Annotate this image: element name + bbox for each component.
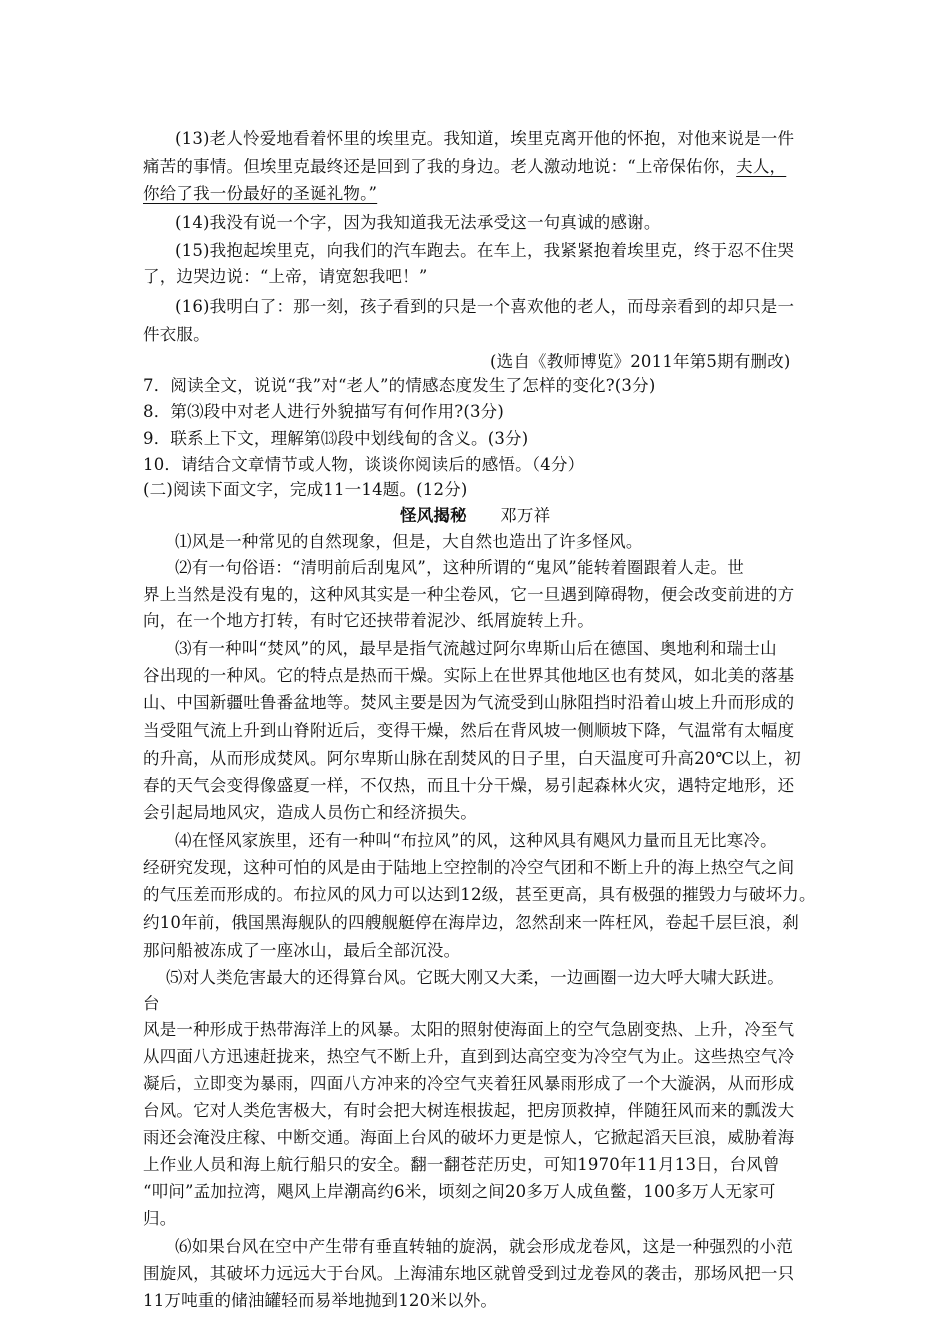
article-para-4-line-1: ⑷在怪风家族里，还有一种叫“布拉风”的风，这种风具有飓风力量而且无比寒冷。 xyxy=(175,831,777,850)
paragraph-13-line-2: 痛苦的事情。但埃里克最终还是回到了我的身边。老人激动地说：“上帝保佑你，夫人， xyxy=(143,157,787,176)
question-7: 7．阅读全文，说说“我”对“老人”的情感态度发生了怎样的变化?(3分) xyxy=(143,376,656,395)
article-para-6-line-2: 围旋风，其破坏力远远大于台风。上海浦东地区就曾受到过龙卷风的袭击，那场风把一只 xyxy=(143,1264,795,1283)
underlined-sentence-part-1: 夫人， xyxy=(736,157,787,176)
source-citation: (选自《教师博览》2011年第5期有删改) xyxy=(490,352,791,371)
article-para-4-line-2: 经研究发现，这种可怕的风是由于陆地上空控制的冷空气团和不断上升的海上热空气之间 xyxy=(143,858,795,877)
article-para-5-line-10: 归。 xyxy=(143,1209,177,1228)
article-para-5-line-3: 风是一种形成于热带海洋上的风暴。太阳的照射使海面上的空气急剧变热、上升，冷至气 xyxy=(143,1020,795,1039)
article-para-5-line-9: “叩问”孟加拉湾，飓风上岸潮高约6米，顷刻之间20多万人成鱼鳖，100多万人无家可 xyxy=(143,1182,776,1201)
article-title-line xyxy=(400,505,550,527)
paragraph-14: (14)我没有说一个字，因为我知道我无法承受这一句真诚的感谢。 xyxy=(175,213,661,232)
article-para-4-line-4: 约10年前，俄国黑海舰队的四艘舰艇停在海岸边，忽然刮来一阵枉风，卷起千层巨浪，刹 xyxy=(143,913,799,932)
article-para-5-line-5: 凝后，立即变为暴雨，四面八方冲来的冷空气夹着狂风暴雨形成了一个大漩涡，从而形成 xyxy=(143,1074,795,1093)
paragraph-16-line-2: 件衣服。 xyxy=(143,325,210,344)
paragraph-15-line-2: 了，边哭边说：“上帝，请宽恕我吧！” xyxy=(143,267,428,286)
article-para-5-line-4: 从四面八方迅速赶拢来，热空气不断上升，直到到达高空变为冷空气为止。这些热空气冷 xyxy=(143,1047,795,1066)
article-para-3-line-6: 春的天气会变得像盛夏一样，不仅热，而且十分干燥，易引起森林火灾，遇特定地形，还 xyxy=(143,776,795,795)
article-para-4-line-3: 的气压差而形成的。布拉风的风力可以达到12级，甚至更高，具有极强的摧毁力与破坏力。 xyxy=(143,885,816,904)
article-para-2-line-2: 界上当然是没有鬼的，这种风其实是一种尘卷风，它一旦遇到障碍物，便会改变前进的方 xyxy=(143,585,795,604)
question-8: 8．第⑶段中对老人进行外貌描写有何作用?(3分) xyxy=(143,402,505,421)
paragraph-16-line-1: (16)我明白了：那一刻，孩子看到的只是一个喜欢他的老人，而母亲看到的却只是一 xyxy=(175,297,795,316)
article-para-5-line-2: 台 xyxy=(143,994,160,1013)
question-10: 10．请结合文章情节或人物，谈谈你阅读后的感悟。（4分） xyxy=(143,455,585,474)
section-2-instruction: (二)阅读下面文字，完成11一14题。(12分) xyxy=(143,480,468,499)
paragraph-13-line-1: (13)老人怜爱地看着怀里的埃里克。我知道，埃里克离开他的怀抱，对他来说是一件 xyxy=(175,129,795,148)
article-para-2-line-3: 向，在一个地方打转，有时它还挟带着泥沙、纸屑旋转上升。 xyxy=(143,611,594,630)
underlined-sentence-part-2: 你给了我一份最好的圣诞礼物。” xyxy=(143,184,378,203)
article-para-6-line-3: 11万吨重的储油罐轻而易举地抛到120米以外。 xyxy=(143,1291,498,1310)
article-para-2-line-1: ⑵有一句俗语：“清明前后刮鬼风”，这种所谓的“鬼风”能转着圈跟着人走。世 xyxy=(175,558,744,577)
question-9: 9．联系上下文，理解第⒀段中划线甸的含义。(3分) xyxy=(143,429,529,448)
article-para-5-line-6: 台风。它对人类危害极大，有时会把大树连根拔起，把房顶救掉，伴随狂风而来的瓢泼大 xyxy=(143,1101,795,1120)
article-para-5-line-1: ⑸对人类危害最大的还得算台风。它既大刚又大柔，一边画圈一边大呼大啸大跃进。 xyxy=(166,968,784,987)
article-author: 邓万祥 xyxy=(500,506,551,525)
article-title: 怪风揭秘 xyxy=(400,506,467,525)
article-para-5-line-8: 上作业人员和海上航行船只的安全。翻一翻苍茫历史，可知1970年11月13日，台风曾 xyxy=(143,1155,780,1174)
article-para-3-line-7: 会引起局地风灾，造成人员伤亡和经济损失。 xyxy=(143,803,477,822)
paragraph-15-line-1: (15)我抱起埃里克，向我们的汽车跑去。在车上，我紧紧抱着埃里克，终于忍不住哭 xyxy=(175,241,795,260)
article-para-3-line-3: 山、中国新疆吐鲁番盆地等。焚风主要是因为气流受到山脉阻挡时沿着山坡上升而形成的 xyxy=(143,693,795,712)
article-para-4-line-5: 那问船被冻成了一座冰山，最后全部沉没。 xyxy=(143,941,461,960)
article-para-3-line-5: 的升高，从而形成焚风。阿尔卑斯山脉在刮焚风的日子里，白天温度可升高20℃以上，初 xyxy=(143,749,801,768)
article-para-6-line-1: ⑹如果台风在空中产生带有垂直转轴的旋涡，就会形成龙卷风，这是一种强烈的小范 xyxy=(175,1237,793,1256)
article-para-3-line-2: 谷出现的一种风。它的特点是热而干燥。实际上在世界其他地区也有焚风，如北美的落基 xyxy=(143,666,795,685)
article-para-3-line-4: 当受阻气流上升到山脊附近后，变得干燥，然后在背风坡一侧顺坡下降，气温常有太幅度 xyxy=(143,721,795,740)
article-para-3-line-1: ⑶有一种叫“焚风”的风，最早是指气流越过阿尔卑斯山后在德国、奥地利和瑞士山 xyxy=(175,639,777,658)
article-para-5-line-7: 雨还会淹没庄稼、中断交通。海面上台风的破坏力更是惊人，它掀起滔天巨浪，威胁着海 xyxy=(143,1128,795,1147)
article-para-1: ⑴风是一种常见的自然现象，但是，大自然也造出了许多怪风。 xyxy=(175,532,643,551)
